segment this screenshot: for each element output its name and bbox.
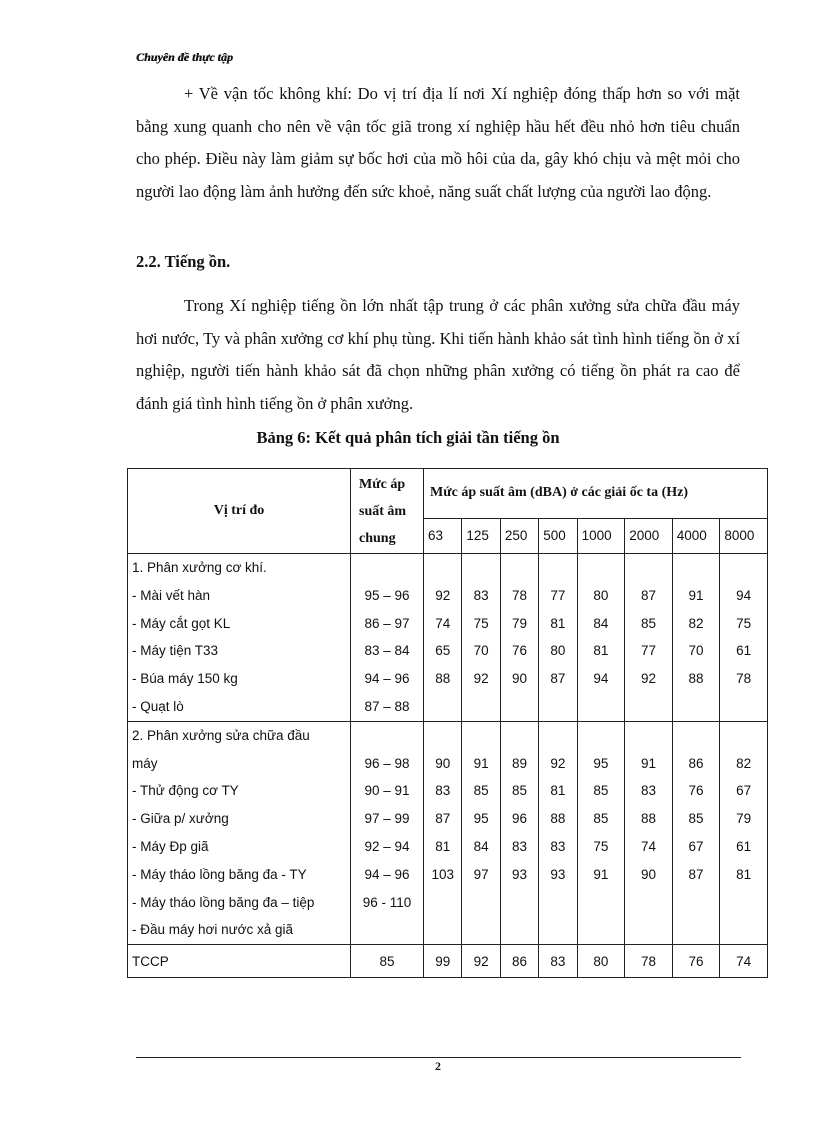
band-value: 74 (435, 615, 451, 631)
overall-cell (351, 554, 424, 722)
band-value (582, 554, 621, 582)
band-value: 94 (593, 671, 609, 687)
band-value: 92 (550, 755, 566, 771)
overall-value (355, 916, 419, 944)
band-value: 83 (640, 783, 656, 799)
overall-value: 92 – 94 (364, 838, 410, 854)
tccp-band-value: 83 (539, 945, 577, 978)
band-value: 83 (473, 587, 489, 603)
band-value: 75 (593, 838, 609, 854)
tccp-band-value: 78 (625, 945, 673, 978)
page-number: 2 (435, 1059, 441, 1073)
band-value: 80 (593, 587, 609, 603)
band-value: 88 (688, 671, 704, 687)
band-value: 91 (640, 755, 656, 771)
band-value: 92 (435, 587, 451, 603)
band-value (543, 916, 572, 944)
band-value: 90 (512, 671, 528, 687)
band-value: 77 (640, 643, 656, 659)
overall-value: 83 – 84 (364, 643, 410, 659)
band-value-cell (462, 721, 500, 944)
frequency-header: 500 (539, 518, 577, 553)
band-value: 86 (688, 755, 704, 771)
band-value: 83 (550, 838, 566, 854)
overall-value: 86 – 97 (364, 615, 410, 631)
band-value: 85 (640, 615, 656, 631)
running-header: Chuyên đề thực tập (136, 50, 233, 64)
band-value: 74 (640, 838, 656, 854)
overall-value (355, 722, 419, 750)
band-value-cell (462, 554, 500, 722)
overall-cell (351, 721, 424, 944)
band-value: 88 (435, 671, 451, 687)
header-overall-line: Mức áp (359, 476, 406, 492)
band-value-cell (577, 721, 625, 944)
overall-value: 96 – 98 (364, 755, 410, 771)
band-value (428, 722, 457, 750)
band-value (677, 722, 716, 750)
band-value-cell (625, 721, 673, 944)
band-value (505, 916, 534, 944)
overall-value (355, 554, 419, 582)
tccp-band-value: 80 (577, 945, 625, 978)
position-label: 2. Phân xưởng sửa chữa đầu (132, 727, 310, 743)
band-value (428, 889, 457, 917)
band-value: 97 (473, 866, 489, 882)
band-value: 93 (512, 866, 528, 882)
band-value: 81 (736, 866, 752, 882)
band-value (505, 722, 534, 750)
paragraph-text: Trong Xí nghiệp tiếng ồn lớn nhất tập trung ở các phân xưởng sửa chữa đầu máy hơi nước, Ty và phân xưởng cơ khí phụ tùng. Khi tiến hành khảo sát tình hình tiếng ồn ở xí nghiệp, người tiến hành khảo sát đã chọn những phân xưởng có tiếng ồn phát ra cao để đánh giá tình hình tiếng ồn ở phân xưởng. (136, 296, 740, 413)
frequency-header: 8000 (720, 518, 768, 553)
band-value (428, 916, 457, 944)
position-label: - Máy tiện T33 (132, 643, 219, 659)
tccp-label: TCCP (128, 945, 351, 978)
band-value: 76 (512, 643, 528, 659)
overall-value: 96 - 110 (362, 894, 412, 910)
band-value: 85 (688, 811, 704, 827)
frequency-header: 2000 (625, 518, 673, 553)
band-value: 94 (736, 587, 752, 603)
band-value: 75 (736, 615, 752, 631)
position-label: - Máy cắt gọt KL (132, 615, 231, 631)
band-value: 85 (473, 783, 489, 799)
position-label: - Máy tháo lồng băng đa - TY (132, 866, 307, 882)
frequency-header: 250 (500, 518, 538, 553)
band-value: 61 (736, 838, 752, 854)
tccp-band-value: 74 (720, 945, 768, 978)
band-value (677, 889, 716, 917)
band-value: 96 (512, 811, 528, 827)
band-value: 84 (593, 615, 609, 631)
paragraph-noise (136, 290, 740, 420)
band-value (543, 722, 572, 750)
band-value: 87 (550, 671, 566, 687)
position-cell (128, 554, 351, 722)
overall-value: 90 – 91 (364, 783, 410, 799)
band-value: 103 (431, 866, 454, 882)
band-value: 92 (473, 671, 489, 687)
band-value (629, 554, 668, 582)
band-value (629, 889, 668, 917)
band-value (466, 554, 495, 582)
section-heading: 2.2. Tiếng ồn. (136, 252, 231, 271)
band-value: 70 (688, 643, 704, 659)
overall-value: 94 – 96 (364, 866, 410, 882)
band-value: 91 (473, 755, 489, 771)
band-value: 92 (640, 671, 656, 687)
position-label: - Thử động cơ TY (132, 783, 239, 799)
band-value-cell (672, 721, 720, 944)
tccp-band-value: 99 (424, 945, 462, 978)
header-overall (351, 469, 424, 554)
band-value-cell (720, 554, 768, 722)
band-value: 85 (593, 783, 609, 799)
band-value: 81 (593, 643, 609, 659)
band-value (466, 722, 495, 750)
band-value-cell (539, 721, 577, 944)
band-value (724, 722, 763, 750)
frequency-header: 4000 (672, 518, 720, 553)
band-value: 67 (736, 783, 752, 799)
table-body (128, 554, 768, 978)
band-value-cell (672, 554, 720, 722)
band-value: 79 (736, 811, 752, 827)
band-value: 85 (593, 811, 609, 827)
overall-value: 97 – 99 (364, 811, 410, 827)
band-value: 78 (512, 587, 528, 603)
header-position: Vị trí đo (128, 469, 351, 554)
band-value (428, 693, 457, 721)
band-value-cell (577, 554, 625, 722)
band-value-cell (720, 721, 768, 944)
band-value (582, 722, 621, 750)
band-value: 83 (512, 838, 528, 854)
band-value: 80 (550, 643, 566, 659)
band-value: 90 (640, 866, 656, 882)
band-value: 70 (473, 643, 489, 659)
band-value: 88 (550, 811, 566, 827)
band-value-cell (424, 721, 462, 944)
band-value: 76 (688, 783, 704, 799)
header-octave-bands: Mức áp suất âm (dBA) ở các giải ốc ta (Hz) (424, 469, 768, 519)
position-label: - Máy tháo lồng băng đa – tiệp (132, 894, 315, 910)
band-value: 95 (473, 811, 489, 827)
band-value (724, 554, 763, 582)
band-value-cell (500, 721, 538, 944)
frequency-header: 125 (462, 518, 500, 553)
band-value-cell (500, 554, 538, 722)
band-value (582, 889, 621, 917)
position-label: 1. Phân xưởng cơ khí. (132, 560, 267, 575)
footer-rule (136, 1057, 741, 1058)
band-value (582, 693, 621, 721)
band-value: 79 (512, 615, 528, 631)
tccp-overall: 85 (351, 945, 424, 978)
band-value (505, 554, 534, 582)
band-value (677, 916, 716, 944)
header-overall-line: chung (359, 530, 396, 546)
band-value: 75 (473, 615, 489, 631)
band-value: 82 (736, 755, 752, 771)
paragraph-text: + Về vận tốc không khí: Do vị trí địa lí nơi Xí nghiệp đóng thấp hơn so với mặt bằng xung quanh cho nên về vận tốc giã trong xí nghiệp hầu hết đều nhỏ hơn tiêu chuẩn cho phép. Điều này làm giảm sự bốc hơi của mồ hôi của da, gây khó chịu và mệt mỏi cho người lao động làm ảnh hưởng đến sức khoẻ, năng suất chất lượng của người lao động. (136, 84, 740, 201)
band-value (724, 916, 763, 944)
band-value: 91 (688, 587, 704, 603)
position-label: - Mài vết hàn (132, 587, 211, 603)
band-value (466, 693, 495, 721)
band-value: 87 (640, 587, 656, 603)
band-value (629, 693, 668, 721)
position-label: máy (132, 755, 158, 771)
band-value: 67 (688, 838, 704, 854)
frequency-header: 1000 (577, 518, 625, 553)
band-value-cell (625, 554, 673, 722)
band-value: 84 (473, 838, 489, 854)
band-value: 91 (593, 866, 609, 882)
position-label: - Quạt lò (132, 698, 184, 714)
band-value (543, 554, 572, 582)
band-value: 88 (640, 811, 656, 827)
band-value: 81 (550, 783, 566, 799)
band-value: 87 (435, 811, 451, 827)
band-value-cell (424, 554, 462, 722)
band-value: 90 (435, 755, 451, 771)
band-value: 81 (550, 615, 566, 631)
band-value: 77 (550, 587, 566, 603)
table-row-group (128, 554, 768, 722)
band-value (543, 693, 572, 721)
tccp-band-value: 76 (672, 945, 720, 978)
band-value: 93 (550, 866, 566, 882)
table-row-tccp (128, 945, 768, 978)
band-value: 87 (688, 866, 704, 882)
header-overall-line: suất âm (359, 503, 407, 519)
band-value (677, 554, 716, 582)
band-value: 78 (736, 671, 752, 687)
band-value (466, 916, 495, 944)
position-label: - Đầu máy hơi nước xả giã (132, 922, 294, 938)
band-value (543, 889, 572, 917)
band-value: 95 (593, 755, 609, 771)
overall-value: 94 – 96 (364, 671, 410, 687)
band-value (724, 693, 763, 721)
position-label: - Giữa p/ xưởng (132, 811, 229, 827)
overall-value: 95 – 96 (364, 587, 410, 603)
band-value-cell (539, 554, 577, 722)
tccp-band-value: 92 (462, 945, 500, 978)
noise-table (127, 468, 768, 978)
band-value: 89 (512, 755, 528, 771)
position-label: - Máy Đp giã (132, 838, 209, 854)
band-value (629, 916, 668, 944)
band-value (629, 722, 668, 750)
table-title: Bảng 6: Kết quả phân tích giải tần tiếng ồn (256, 428, 560, 447)
position-cell (128, 721, 351, 944)
band-value: 85 (512, 783, 528, 799)
band-value (428, 554, 457, 582)
band-value (677, 693, 716, 721)
band-value: 82 (688, 615, 704, 631)
overall-value: 87 – 88 (364, 698, 410, 714)
tccp-band-value: 86 (500, 945, 538, 978)
band-value: 83 (435, 783, 451, 799)
paragraph-air-velocity (136, 78, 740, 208)
band-value (466, 889, 495, 917)
band-value: 81 (435, 838, 451, 854)
band-value (724, 889, 763, 917)
band-value (505, 693, 534, 721)
band-value (582, 916, 621, 944)
band-value: 61 (736, 643, 752, 659)
table-row-group (128, 721, 768, 944)
position-label: - Búa máy 150 kg (132, 671, 238, 687)
band-value (505, 889, 534, 917)
band-value: 65 (435, 643, 451, 659)
frequency-header: 63 (424, 518, 462, 553)
